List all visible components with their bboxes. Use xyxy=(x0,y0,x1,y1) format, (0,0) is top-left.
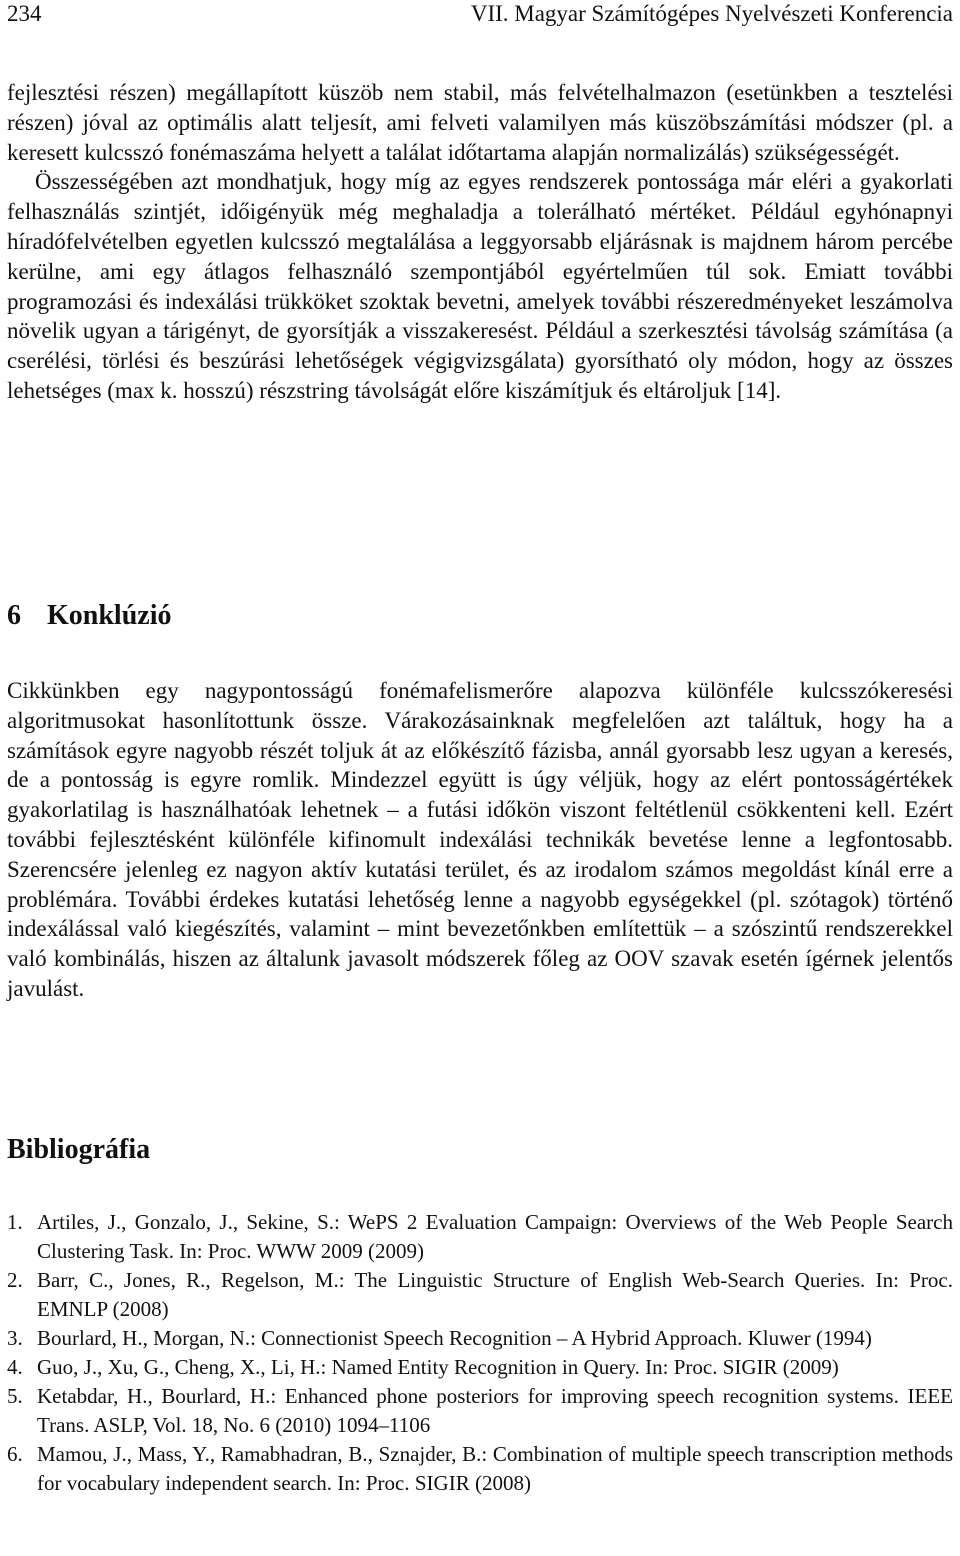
reference-text: Barr, C., Jones, R., Regelson, M.: The Linguistic Structure of English Web-Search Queries. In: Proc. EMNLP (2008) xyxy=(37,1268,953,1321)
conclusion-body xyxy=(7,676,953,1004)
paragraph-conclusion: Cikkünkben egy nagypontosságú fonémafelismerőre alapozva különféle kulcsszókeresési algoritmusokat hasonlítottunk össze. Várakozásainknak megfelelően azt találtuk, hogy ha a számítások egyre nagyobb részét toljuk át az előkészítő fázisba, annál gyorsabb lesz ugyan a keresés, de a pontosság is egyre romlik. Mindezzel együtt is úgy véljük, hogy az elért pontosságértékek gyakorlatilag is használhatóak lehetnek – a futási időkön viszont feltétlenül csökkenteni kell. Ezért további fejlesztésként különféle kifinomult indexálási technikák bevetése lenne a legfontosabb. Szerencsére jelenleg ez nagyon aktív kutatási terület, és az irodalom számos megoldást kínál erre a problémára. További érdekes kutatási lehetőség lenne a nagyobb egységekkel (pl. szótagok) történő indexálással való kiegészítés, valamint – mint bevezetőnkben említettük – a szószintű rendszerekkel való kombinálás, hiszen az általunk javasolt módszerek főleg az OOV szavak esetén ígérnek jelentős javulást. xyxy=(7,678,953,1001)
reference-text: Mamou, J., Mass, Y., Ramabhadran, B., Sznajder, B.: Combination of multiple speech transcription methods for vocabulary independent search. In: Proc. SIGIR (2008) xyxy=(37,1442,953,1495)
reference-number: 2. xyxy=(7,1268,23,1292)
reference-text: Artiles, J., Gonzalo, J., Sekine, S.: WePS 2 Evaluation Campaign: Overviews of the Web People Search Clustering Task. In: Proc. WWW 2009 (2009) xyxy=(37,1210,953,1263)
reference-item xyxy=(7,1353,953,1382)
reference-text: Guo, J., Xu, G., Cheng, X., Li, H.: Named Entity Recognition in Query. In: Proc. SIGIR (2009) xyxy=(37,1355,839,1379)
section-heading xyxy=(7,600,171,632)
page-number: 234 xyxy=(7,1,42,26)
reference-item xyxy=(7,1208,953,1266)
reference-item xyxy=(7,1382,953,1440)
reference-number: 5. xyxy=(7,1384,23,1408)
reference-item xyxy=(7,1266,953,1324)
reference-text: Bourlard, H., Morgan, N.: Connectionist Speech Recognition – A Hybrid Approach. Kluwer (1994) xyxy=(37,1326,872,1350)
reference-text: Ketabdar, H., Bourlard, H.: Enhanced phone posteriors for improving speech recognition systems. IEEE Trans. ASLP, Vol. 18, No. 6 (2010) 1094–1106 xyxy=(37,1384,953,1437)
running-header xyxy=(7,1,953,31)
reference-number: 1. xyxy=(7,1210,23,1234)
reference-number: 3. xyxy=(7,1326,23,1350)
reference-list xyxy=(7,1208,953,1498)
paragraph-continuation: fejlesztési részen) megállapított küszöb nem stabil, más felvételhalmazon (esetünkben a tesztelési részen) jóval az optimális alatt teljesít, ami felveti valamilyen más küszöbszámítási módszer (pl. a keresett kulcsszó fonémaszáma helyett a találat időtartama alapján normalizálás) szükségességét. xyxy=(7,80,953,165)
conference-title: VII. Magyar Számítógépes Nyelvészeti Konferencia xyxy=(470,1,953,26)
reference-number: 6. xyxy=(7,1442,23,1466)
section-title: Konklúzió xyxy=(47,600,172,631)
section-number: 6 xyxy=(7,600,21,631)
body-text-top xyxy=(7,78,953,406)
reference-item xyxy=(7,1324,953,1353)
bibliography-heading: Bibliográfia xyxy=(7,1134,151,1165)
reference-number: 4. xyxy=(7,1355,23,1379)
reference-item xyxy=(7,1440,953,1498)
paragraph-summary: Összességében azt mondhatjuk, hogy míg az egyes rendszerek pontossága már eléri a gyakorlati felhasználás szintjét, időigényük még meghaladja a tolerálható mértéket. Például egyhónapnyi híradófelvételben egyetlen kulcsszó megtalálása a leggyorsabb eljárásnak is majdnem három percébe kerülne, ami egy átlagos felhasználó szempontjából egyértelműen túl sok. Emiatt további programozási és indexálási trükköket szoktak bevetni, amelyek további részeredményeket leszámolva növelik ugyan a tárigényt, de gyorsítják a visszakeresést. Például a szerkesztési távolság számítása (a cserélési, törlési és beszúrási lehetőségek végigvizsgálata) gyorsítható oly módon, hogy az összes lehetséges (max k. hosszú) részstring távolságát előre kiszámítjuk és eltároljuk [14]. xyxy=(7,169,953,403)
